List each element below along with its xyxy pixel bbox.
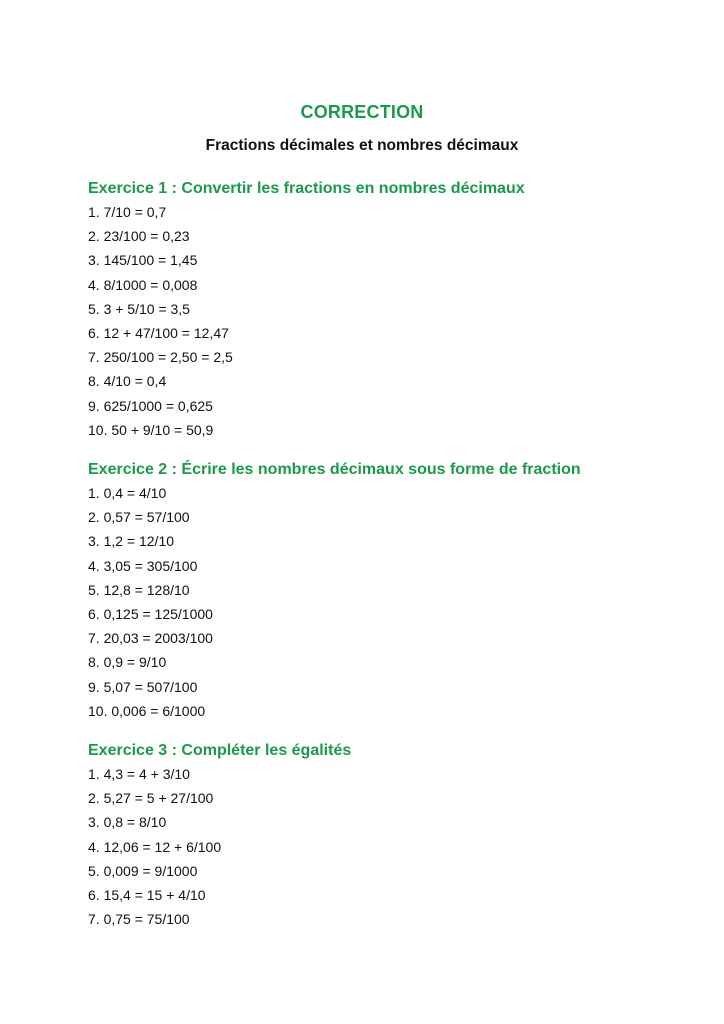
- exercise-3-list: [88, 766, 688, 935]
- list-item: 3. 0,8 = 8/10: [88, 814, 167, 831]
- exercise-2-section: [88, 459, 688, 727]
- list-item: 8. 4/10 = 0,4: [88, 373, 167, 390]
- exercise-3-title: Exercice 3 : Compléter les égalités: [88, 742, 352, 759]
- list-item: 6. 15,4 = 15 + 4/10: [88, 886, 206, 903]
- exercise-2-title: Exercice 2 : Écrire les nombres décimaux sous forme de fraction: [88, 461, 581, 478]
- exercise-1-section: [88, 178, 688, 446]
- list-item: 8. 0,9 = 9/10: [88, 654, 167, 671]
- list-item: 3. 145/100 = 1,45: [88, 252, 198, 269]
- list-item: 2. 5,27 = 5 + 27/100: [88, 790, 214, 807]
- list-item: 2. 0,57 = 57/100: [88, 509, 190, 526]
- list-item: 1. 7/10 = 0,7: [88, 204, 167, 220]
- list-item: 7. 20,03 = 2003/100: [88, 630, 213, 647]
- list-item: 4. 12,06 = 12 + 6/100: [88, 838, 222, 855]
- exercise-3-section: [88, 740, 688, 935]
- list-item: 4. 3,05 = 305/100: [88, 557, 198, 574]
- page-subtitle: Fractions décimales et nombres décimaux: [205, 137, 519, 154]
- list-item: 10. 0,006 = 6/1000: [88, 702, 206, 719]
- list-item: 1. 4,3 = 4 + 3/10: [88, 766, 190, 782]
- list-item: 2. 23/100 = 0,23: [88, 228, 190, 245]
- list-item: 3. 1,2 = 12/10: [88, 533, 175, 550]
- list-item: 7. 0,75 = 75/100: [88, 911, 190, 928]
- page-title: CORRECTION: [300, 102, 424, 122]
- list-item: 9. 5,07 = 507/100: [88, 678, 198, 695]
- list-item: 1. 0,4 = 4/10: [88, 485, 167, 501]
- list-item: 4. 8/1000 = 0,008: [88, 276, 198, 293]
- list-item: 6. 0,125 = 125/1000: [88, 605, 213, 622]
- exercise-1-list: [88, 204, 688, 446]
- list-item: 6. 12 + 47/100 = 12,47: [88, 324, 229, 341]
- exercise-2-list: [88, 485, 688, 727]
- list-item: 10. 50 + 9/10 = 50,9: [88, 421, 214, 438]
- list-item: 5. 0,009 = 9/1000: [88, 862, 198, 879]
- list-item: 5. 3 + 5/10 = 3,5: [88, 300, 190, 317]
- list-item: 9. 625/1000 = 0,625: [88, 397, 213, 414]
- list-item: 5. 12,8 = 128/10: [88, 581, 190, 598]
- list-item: 7. 250/100 = 2,50 = 2,5: [88, 349, 233, 366]
- exercise-1-title: Exercice 1 : Convertir les fractions en nombres décimaux: [88, 180, 525, 197]
